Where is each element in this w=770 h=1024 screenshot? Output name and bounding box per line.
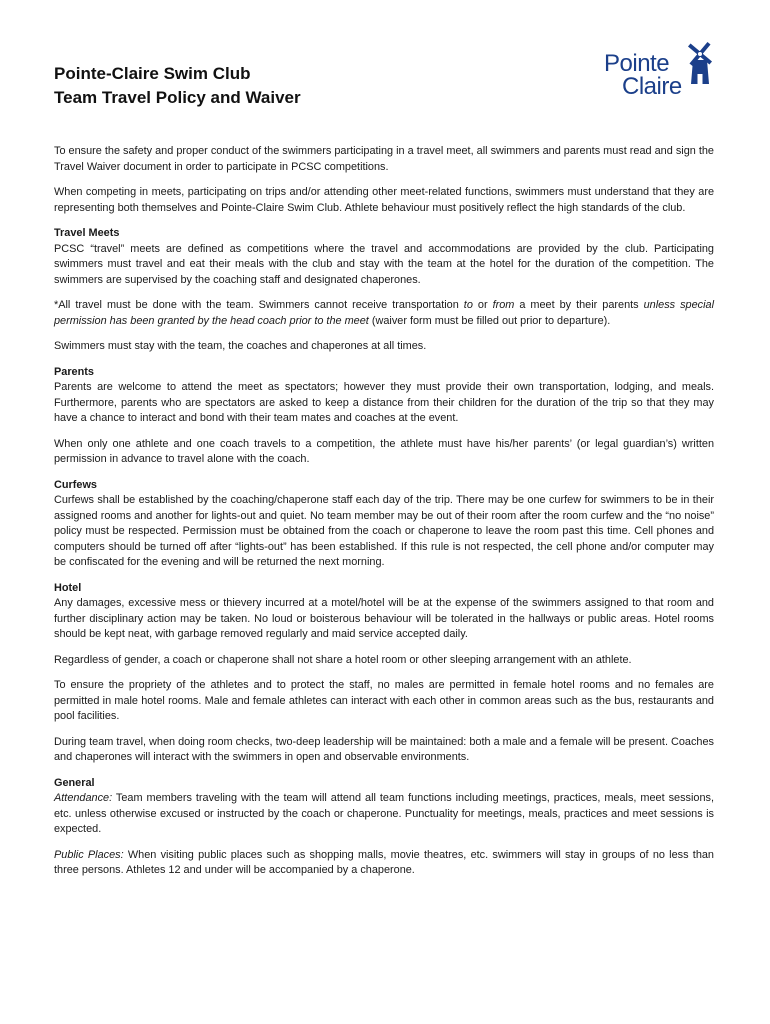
document-title: Pointe-Claire Swim Club xyxy=(54,64,251,83)
text-run: (waiver form must be filled out prior to departure). xyxy=(368,314,611,327)
italic-text: to xyxy=(463,299,473,311)
section-curfews xyxy=(54,478,714,571)
general-paragraph-public-places xyxy=(54,848,714,879)
section-heading: General xyxy=(54,776,95,789)
section-heading: Curfews xyxy=(54,478,97,491)
document-subtitle: Team Travel Policy and Waiver xyxy=(54,88,301,107)
italic-text: unless special permission has been granted by the head coach prior to the meet xyxy=(54,299,714,327)
section-general xyxy=(54,776,714,879)
text-run: *All travel must be done with the team. Swimmers cannot receive transportation xyxy=(54,299,464,311)
italic-text: from xyxy=(492,299,515,311)
logo-word-pointe: Pointe xyxy=(604,50,670,77)
hotel-paragraph-4: During team travel, when doing room checks, two-deep leadership will be maintained: both a male and a female will be present. Coaches and chaperones will interact with the swimmers in open and observable environments. xyxy=(54,735,714,763)
section-travel-meets xyxy=(54,226,714,355)
section-parents xyxy=(54,365,714,468)
text-run: a meet by their parents xyxy=(514,299,644,311)
intro-paragraph-2: When competing in meets, participating on trips and/or attending other meet-related functions, swimmers must understand that they are representing both themselves and Pointe-Claire Swim Club. Athlete behaviour must positively reflect the high standards of the club. xyxy=(54,186,714,214)
hotel-paragraph-1: Any damages, excessive mess or thievery incurred at a motel/hotel will be at the expense of the swimmers assigned to that room and further disciplinary action may be taken. No loud or boisterous behaviour will be tolerated in the hallways or public areas. Hotel rooms should be kept neat, with garbage removed regularly and maid service accepted daily. xyxy=(54,597,714,640)
curfews-paragraph-1: Curfews shall be established by the coaching/chaperone staff each day of the trip. There may be one curfew for swimmers to be in their assigned rooms and another for lights-out and quiet. No team member may be out of their room after the room curfew and the “no noise” policy must be respected. Permission must be obtained from the coach or chaperone to leave the room past this time. Cell phones and computers should be turned off after “lights-out” has been established. If this rule is not respected, the cell phone and/or computer may be confiscated for the evening and will be returned the next morning. xyxy=(54,494,714,568)
pointe-claire-logo xyxy=(604,40,720,110)
parents-paragraph-1: Parents are welcome to attend the meet as spectators; however they must provide their own transportation, lodging, and meals. Furthermore, parents who are spectators are asked to keep a distance from their children for the duration of the trip so that they may have a chance to interact and bond with their team mates and coaches at the event. xyxy=(54,381,714,424)
hotel-paragraph-3: To ensure the propriety of the athletes and to protect the staff, no males are permitted in female hotel rooms and no females are permitted in male hotel rooms. Male and female athletes can interact with each other in common areas such as the bus, restaurants and pool facilities. xyxy=(54,679,714,722)
section-heading: Parents xyxy=(54,365,94,378)
general-paragraph-attendance xyxy=(54,791,714,838)
logo-word-claire: Claire xyxy=(622,73,682,100)
section-heading: Travel Meets xyxy=(54,227,120,239)
parents-paragraph-2: When only one athlete and one coach travels to a competition, the athlete must have his/her parents’ (or legal guardian’s) written permission in advance to travel alone with the coach. xyxy=(54,437,714,465)
document-body xyxy=(54,144,714,889)
text-run: When visiting public places such as shopping malls, movie theatres, etc. swimmers will stay in groups of no less than three persons. Athletes 12 and under will be accompanied by a chaperone. xyxy=(54,848,714,876)
windmill-icon xyxy=(680,40,720,84)
text-run: Team members traveling with the team will attend all team functions including meetings, practices, meals, meet sessions, etc. unless otherwise excused or instructed by the coach or chaperone. Punctuality for meetings, meals, practices and meet sessions is expected. xyxy=(54,792,714,835)
travel-meets-paragraph-3: Swimmers must stay with the team, the coaches and chaperones at all times. xyxy=(54,340,427,352)
section-heading: Hotel xyxy=(54,581,82,594)
section-hotel xyxy=(54,581,714,766)
italic-label: Public Places: xyxy=(54,848,124,861)
italic-label: Attendance: xyxy=(54,792,113,804)
title-block xyxy=(54,62,301,110)
travel-meets-paragraph-2 xyxy=(54,298,714,329)
hotel-paragraph-2: Regardless of gender, a coach or chaperone shall not share a hotel room or other sleeping arrangement with an athlete. xyxy=(54,653,632,666)
travel-meets-paragraph-1: PCSC “travel” meets are defined as competitions where the travel and accommodations are provided by the club. Participating swimmers must travel and eat their meals with the club and stay with the team at the hotel for the duration of the competition. The swimmers are supervised by the coaching staff and designated chaperones. xyxy=(54,242,714,286)
intro-paragraph-1: To ensure the safety and proper conduct of the swimmers participating in a travel meet, all swimmers and parents must read and sign the Travel Waiver document in order to participate in PCSC competitions. xyxy=(54,145,714,173)
logo-wordmark xyxy=(604,52,682,98)
text-run: or xyxy=(472,299,493,311)
